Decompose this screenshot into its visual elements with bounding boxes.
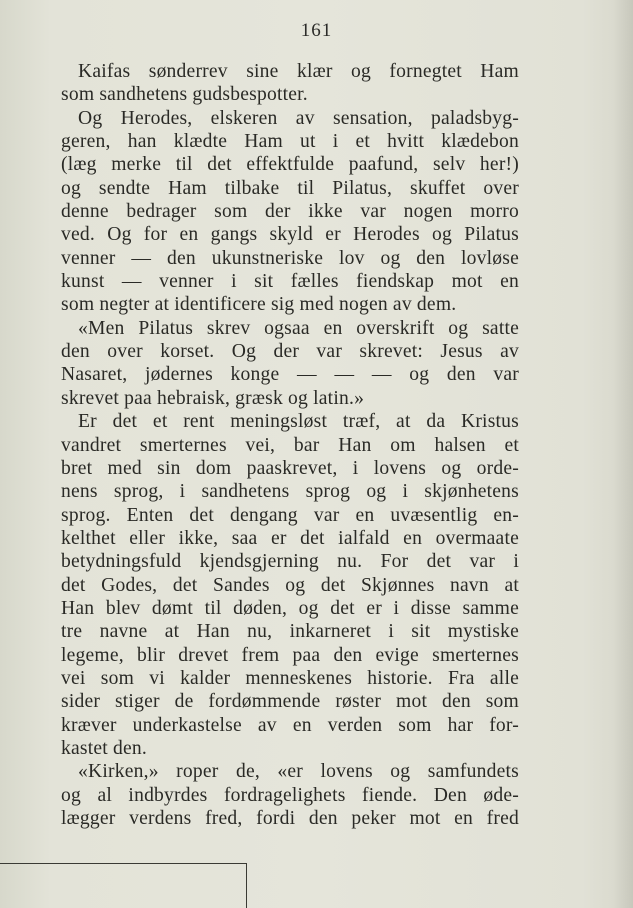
text-line: kastet den. <box>61 737 147 759</box>
text-line: legeme, blir drevet frem paa den evige smerternes <box>61 644 519 666</box>
text-line: Kaifas sønderrev sine klær og fornegtet Ham <box>78 61 519 82</box>
text-line: (læg merke til det effektfulde paafund, selv her!) <box>61 154 519 176</box>
text-line: Og Herodes, elskeren av sensation, paladsbyg- <box>78 107 519 129</box>
text-line: det Godes, det Sandes og det Skjønnes navn at <box>61 574 519 596</box>
text-line: geren, han klædte Ham ut i et hvitt klædebon <box>61 131 519 153</box>
text-line: sprog. Enten det dengang var en uvæsentlig en- <box>61 504 519 526</box>
body-text <box>61 60 519 830</box>
text-line: kræver underkastelse av en verden som har for- <box>61 714 519 736</box>
text-line: ved. Og for en gangs skyld er Herodes og Pilatus <box>61 224 519 246</box>
text-line: Er det et rent meningsløst træf, at da Kristus <box>78 411 519 433</box>
text-line: som negter at identificere sig med nogen av dem. <box>61 294 457 316</box>
text-line: skrevet paa hebraisk, græsk og latin.» <box>61 387 365 409</box>
text-line: kelthet eller ikke, saa er det ialfald en overmaate <box>61 527 519 549</box>
page-edge-shadow <box>613 0 633 908</box>
text-line: Nasaret, jødernes konge — — — og den var <box>61 364 519 386</box>
library-label-box <box>0 863 247 908</box>
text-line: vandret smerternes vei, bar Han om halsen et <box>61 434 519 456</box>
text-line: Han blev dømt til døden, og det er i disse samme <box>61 597 519 619</box>
text-line: denne bedrager som der ikke var nogen morro <box>61 201 519 223</box>
text-line: venner — den ukunstneriske lov og den lovløse <box>61 247 519 269</box>
text-line: kunst — venner i sit fælles fiendskap mot en <box>61 271 519 293</box>
text-line: betydningsfuld kjendsgjerning nu. For det var i <box>61 551 519 573</box>
text-line: bret med sin dom paaskrevet, i lovens og orde- <box>61 457 519 479</box>
text-line: sider stiger de fordømmende røster mot den som <box>61 691 519 713</box>
text-line: nens sprog, i sandhetens sprog og i skjønhetens <box>61 481 519 503</box>
text-line: tre navne at Han nu, inkarneret i sit mystiske <box>61 621 519 643</box>
text-line: og sendte Ham tilbake til Pilatus, skuffet over <box>61 177 519 199</box>
text-line: lægger verdens fred, fordi den peker mot en fred <box>61 808 519 829</box>
page-number: 161 <box>300 20 333 41</box>
text-line: «Kirken,» roper de, «er lovens og samfundets <box>78 761 519 783</box>
text-line: og al indbyrdes fordragelighets fiende. Den øde- <box>61 784 519 806</box>
text-line: som sandhetens gudsbespotter. <box>61 84 308 106</box>
text-line: den over korset. Og der var skrevet: Jesus av <box>61 341 519 363</box>
text-line: vei som vi kalder menneskenes historie. Fra alle <box>61 667 519 689</box>
text-line: «Men Pilatus skrev ogsaa en overskrift og satte <box>78 317 519 339</box>
